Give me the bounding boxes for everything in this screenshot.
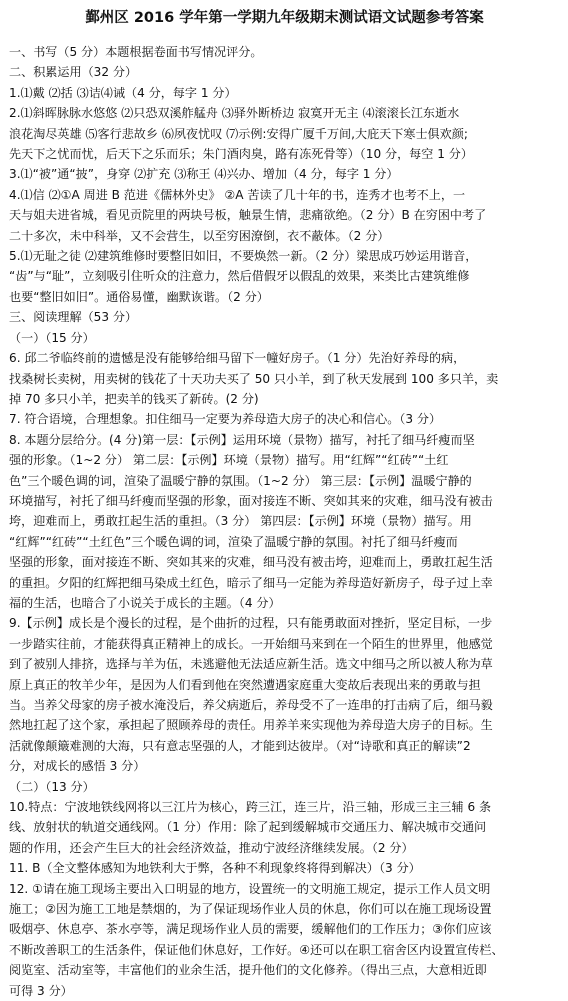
text-line: 一、书写（5 分）本题根据卷面书写情况评分。: [9, 45, 263, 59]
text-line: 分，对成长的感悟 3 分）: [9, 759, 146, 774]
text-line: 先天下之忧而忧，后天下之乐而乐；朱门酒肉臭，路有冻死骨等）（10 分，每空 1 分）: [9, 147, 473, 162]
text-line: 活就像颠簸难测的大海，只有意志坚强的人，才能到达彼岸。（对“诗歌和真正的解读”2: [9, 738, 471, 753]
text-line: 坚强的形象，面对接连不断、突如其来的灾难，细马没有被击垮，迎难而上，勇敢扛起生活: [9, 555, 493, 570]
text-line: 到了被别人排挤，选择与羊为伍，未逃避他无法适应新生活。选文中细马之所以被人称为草: [9, 657, 493, 672]
text-line: “齿”与“耻”，立刻吸引住听众的注意力，然后借假牙以假乱的效果，来类比古建筑维修: [9, 269, 470, 284]
text-line: 施工；②因为施工工地是禁烟的，为了保证现场作业人员的休息，你们可以在施工现场设置: [9, 902, 492, 917]
text-line: 三、阅读理解（53 分）: [9, 310, 138, 325]
text-line: 二、积累运用（32 分）: [9, 65, 138, 80]
text-line: 题的作用，还会产生巨大的社会经济效益，推动宁波经济继续发展。（2 分）: [9, 840, 414, 855]
text-line: 1.⑴戴 ⑵括 ⑶诘⑷诫（4 分，每字 1 分）: [9, 85, 237, 100]
text-line: 10.特点：宁波地铁线网将以三江片为核心，跨三江，连三片，沿三轴，形成三主三辅 6 条: [9, 800, 492, 815]
text-line: 5.⑴无耻之徒 ⑵建筑维修时要整旧如旧，不要焕然一新。（2 分）梁思成巧妙运用谐音，: [9, 249, 478, 264]
text-line: 掉 70 多只小羊，把卖羊的钱买了新砖。(2 分): [9, 391, 259, 406]
text-line: 找桑树长卖树，用卖树的钱花了十天功夫买了 50 只小羊，到了秋天发展到 100 多只羊，卖: [9, 371, 499, 386]
text-line: 福的生活，也暗合了小说关于成长的主题。（4 分）: [9, 595, 281, 610]
text-line: 不断改善职工的生活条件，保证他们休息好，工作好。④还可以在职工宿舍区内设置宣传栏、: [9, 942, 504, 957]
text-line: 9.【示例】成长是个漫长的过程，是个曲折的过程，只有能勇敢面对挫折，坚定目标，一步: [9, 616, 493, 631]
text-line: 的重担。夕阳的红辉把细马染成土红色，暗示了细马一定能为养母造好新房子，母子过上幸: [9, 575, 493, 590]
text-line: （一）（15 分）: [9, 330, 95, 345]
text-line: 环境描写，衬托了细马纤瘦而坚强的形象，面对接连不断、突如其来的灾难，细马没有被击: [9, 493, 493, 508]
text-line: 7. 符合语境，合理想象。扣住细马一定要为养母造大房子的决心和信心。（3 分）: [9, 412, 442, 427]
text-line: 然地扛起了这个家，承担起了照顾养母的责任。用养羊来实现他为养母造大房子的目标。生: [9, 718, 493, 733]
text-line: 线、放射状的轨道交通线网。（1 分）作用：除了起到缓解城市交通压力、解决城市交通问: [9, 820, 487, 835]
text-line: 11. B（全文整体感知为地铁利大于弊，各种不利现象终将得到解决）（3 分）: [9, 861, 421, 876]
text-line: 二十多次，未中科举，又不会营生，以至穷困潦倒，衣不蔽体。（2 分）: [9, 228, 390, 243]
text-line: 当。当养父母家的房子被水淹没后，养父病逝后，养母受不了一连串的打击病了后，细马毅: [9, 698, 493, 712]
text-line: （二）（13 分）: [9, 779, 95, 794]
text-line: 2.⑴斜晖脉脉水悠悠 ⑵只恐双溪舴艋舟 ⑶驿外断桥边 寂寞开无主 ⑷滚滚长江东逝水: [9, 106, 460, 121]
text-line: 色”三个暖色调的词，渲染了温暖宁静的氛围。（1~2 分） 第三层：【示例】温暖宁静的: [9, 473, 472, 488]
text-line: 4.⑴信 ⑵①A 周进 B 范进《儒林外史》 ②A 苦读了几十年的书，连秀才也考不上，一: [9, 187, 466, 202]
text-line: 天与姐夫进省城，看见贡院里的两块号板，触景生情，悲痛欲绝。（2 分）B 在穷困中考了: [9, 208, 487, 223]
text-line: 浪花淘尽英雄 ⑸客行悲故乡 ⑹夙夜忧叹 ⑺示例:安得广厦千万间,大庇天下寒士俱欢颜;: [9, 126, 468, 141]
text-line: 12. ①请在施工现场主要出入口明显的地方，设置统一的文明施工规定，提示工作人员文明: [9, 881, 491, 896]
text-line: 也要“整旧如旧”。通俗易懂，幽默诙谐。（2 分）: [9, 289, 269, 304]
text-line: 可得 3 分）: [9, 983, 73, 998]
text-line: 8. 本题分层给分。(4 分)第一层：【示例】运用环境（景物）描写，衬托了细马纤瘦而坚: [9, 432, 475, 447]
document-body: [9, 42, 560, 1001]
text-line: 阅览室、活动室等，丰富他们的业余生活，提升他们的文化修养。（得出三点，大意相近即: [9, 963, 487, 978]
text-line: 吸烟亭、休息亭、茶水亭等，满足现场作业人员的需要，缓解他们的工作压力；③你们应该: [9, 922, 492, 937]
text-line: 垮，迎难而上，勇敢扛起生活的重担。（3 分） 第四层：【示例】环境（景物）描写。用: [9, 514, 472, 529]
text-line: 6. 邱二爷临终前的遗憾是没有能够给细马留下一幢好房子。（1 分）先治好养母的病，: [9, 351, 466, 366]
text-line: 强的形象。（1~2 分） 第二层：【示例】环境（景物）描写。用“红辉”“红砖”“土红: [9, 453, 449, 468]
text-line: 原上真正的牧羊少年，是因为人们看到他在突然遭遇家庭重大变故后表现出来的勇敢与担: [9, 677, 481, 692]
text-line: 一步踏实往前，才能获得真正精神上的成长。一开始细马来到在一个陌生的世界里，他感觉: [9, 636, 493, 651]
document-title: 鄞州区 2016 学年第一学期九年级期末测试语文试题参考答案: [85, 10, 484, 26]
text-line: 3.⑴“被”通“披”，身穿 ⑵扩充 ⑶称王 ⑷兴办、增加（4 分，每字 1 分）: [9, 167, 399, 182]
text-line: “红辉”“红砖”“土红色”三个暖色调的词，渲染了温暖宁静的氛围。衬托了细马纤瘦而: [9, 534, 458, 549]
